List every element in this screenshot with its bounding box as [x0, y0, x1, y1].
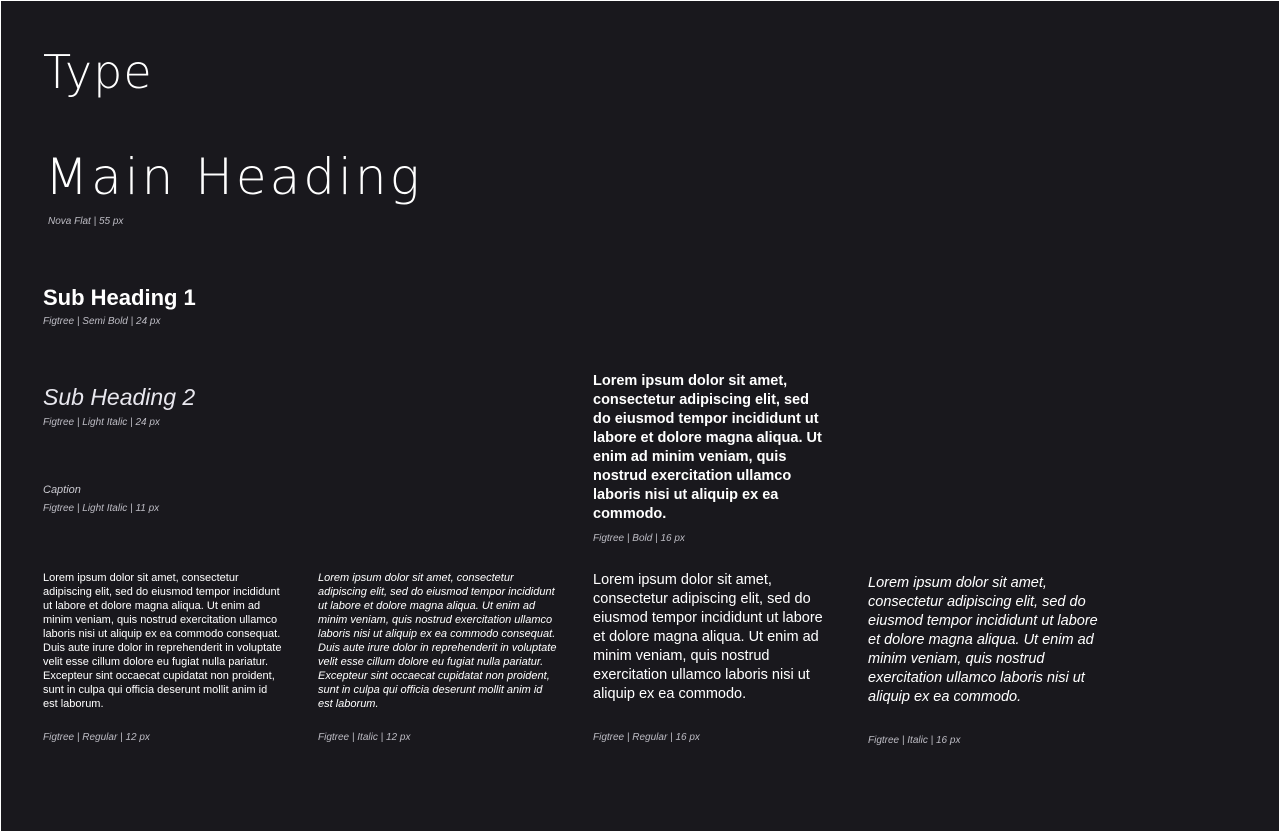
body-regular-16-sample: Lorem ipsum dolor sit amet, consectetur adipiscing elit, sed do eiusmod tempor incididunt ut labore et dolore magna aliqua. Ut enim ad minim veniam, quis nostrud exercitation ullamco laboris nisi ut aliquip ex ea commodo.: [593, 572, 823, 702]
body-regular-16-spec: Figtree | Regular | 16 px: [593, 732, 700, 743]
sub-heading-1-sample: Sub Heading 1: [43, 285, 196, 310]
body-italic-16-sample: Lorem ipsum dolor sit amet, consectetur adipiscing elit, sed do eiusmod tempor incididunt ut labore et dolore magna aliqua. Ut enim ad minim veniam, quis nostrud exercitation ullamco laboris nisi ut aliquip ex ea commodo.: [868, 575, 1098, 705]
caption-sample: Caption: [43, 484, 81, 496]
caption-spec: Figtree | Light Italic | 11 px: [43, 503, 160, 514]
sub-heading-2-sample: Sub Heading 2: [43, 384, 196, 410]
body-italic-12-spec: Figtree | Italic | 12 px: [318, 732, 411, 743]
sub-heading-1-spec: Figtree | Semi Bold | 24 px: [43, 316, 161, 327]
main-heading-sample: Main Heading: [45, 148, 423, 206]
body-italic-12-sample: Lorem ipsum dolor sit amet, consectetur adipiscing elit, sed do eiusmod tempor incididunt ut labore et dolore magna aliqua. Ut enim ad minim veniam, quis nostrud exercitation ullamco laboris nisi ut aliquip ex ea commodo consequat. Duis aute irure dolor in reprehenderit in voluptate velit esse cillum dolore eu fugiat nulla pariatur. Excepteur sint occaecat cupidatat non proident, sunt in culpa qui officia deserunt mollit anim id est laborum.: [318, 572, 557, 710]
body-bold-16-spec: Figtree | Bold | 16 px: [593, 533, 685, 544]
body-italic-16-spec: Figtree | Italic | 16 px: [868, 735, 961, 746]
body-regular-12-spec: Figtree | Regular | 12 px: [43, 732, 150, 743]
body-bold-16-sample: Lorem ipsum dolor sit amet, consectetur adipiscing elit, sed do eiusmod tempor incididunt ut labore et dolore magna aliqua. Ut enim ad minim veniam, quis nostrud exercitation ullamco laboris nisi ut aliquip ex ea commodo.: [593, 373, 822, 522]
body-regular-12-sample: Lorem ipsum dolor sit amet, consectetur adipiscing elit, sed do eiusmod tempor incididunt ut labore et dolore magna aliqua. Ut enim ad minim veniam, quis nostrud exercitation ullamco laboris nisi ut aliquip ex ea commodo consequat. Duis aute irure dolor in reprehenderit in voluptate velit esse cillum dolore eu fugiat nulla pariatur. Excepteur sint occaecat cupidatat non proident, sunt in culpa qui officia deserunt mollit anim id est laborum.: [43, 572, 282, 710]
sub-heading-2-spec: Figtree | Light Italic | 24 px: [43, 417, 160, 428]
main-heading-spec: Nova Flat | 55 px: [48, 216, 124, 227]
type-specimen-frame: [1, 1, 1279, 831]
page-title: Type: [43, 45, 153, 99]
